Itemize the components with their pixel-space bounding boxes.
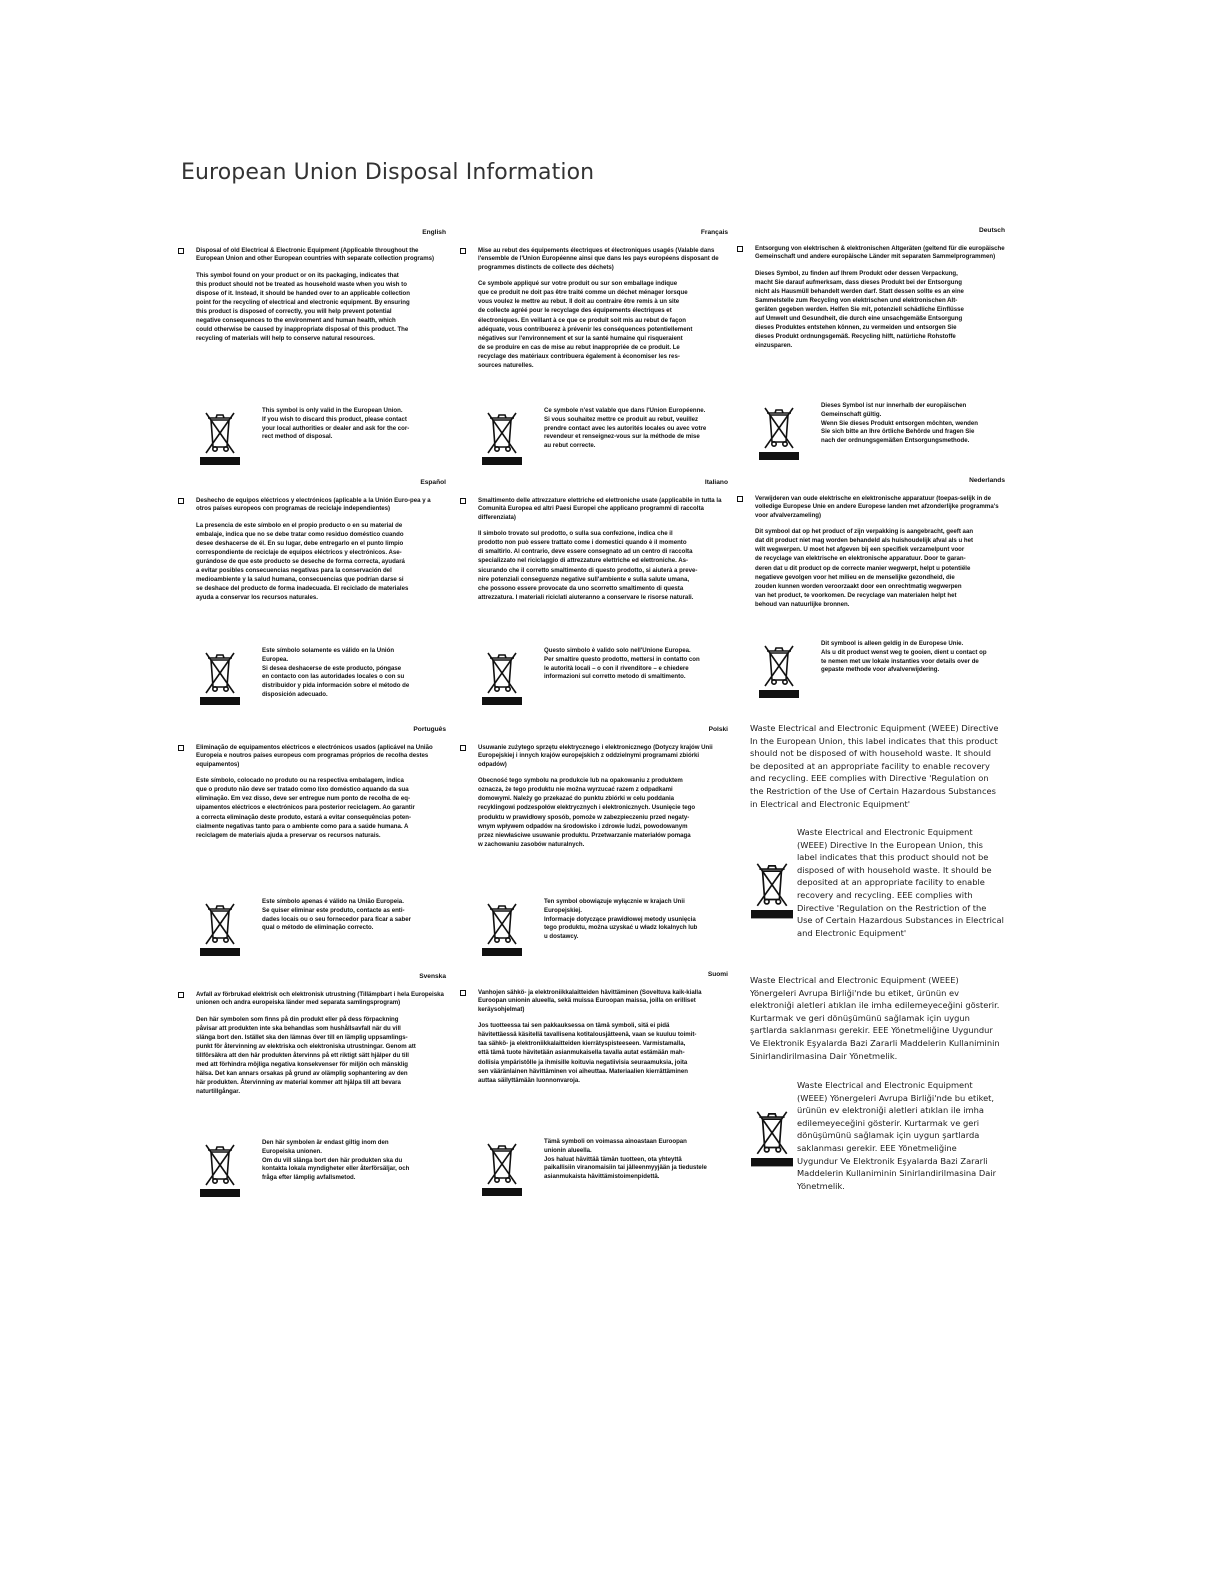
- weee-english-text: Waste Electrical and Electronic Equipment (WEEE) Directive In the European Union, this label indicates that this product should not be disposed of with household waste. It should be deposited at an appropriate facility to enable recovery and recycling. EEE complies with Directive 'Regulation on the Restriction of the Use of Certain Hazardous Substances in Electrical and Electronic Equipment': [750, 723, 999, 809]
- section-body: La presencia de este símbolo en el propio producto o en su material de embalaje, indica que no se debe tratar como residuo doméstico cuando desee deshacerse de él. En su lugar, debe entregarlo en el punto limpio correspondiente de reciclaje de equipos eléctricos y electrónicos. Ase- gurándose de que este producto se deseche de forma correcta, ayudará a evitar posibles consecuencias negativas para la conservación del medioambiente y la salud humana, consecuencias que podrían darse si se deshace del producto de forma inadecuada. El reciclado de materiales ayuda a conservar los recursos naturales.: [196, 521, 409, 602]
- section-heading: Deshecho de equipos eléctricos y electrónicos (aplicable a la Unión Euro-pea y a otros países europeos con programas de reciclaje independientes): [176, 497, 446, 514]
- section-english: [176, 229, 446, 441]
- language-label: Español: [420, 479, 446, 486]
- section-body: Dieses Symbol, zu finden auf Ihrem Produkt oder dessen Verpackung, macht Sie darauf aufmerksam, dass dieses Produkt bei der Entsorgung nicht als Hausmüll behandelt werden darf. Statt dessen sollte es an eine Sammelstelle zum Recycling von elektrischen und elektronischen Alt- geräten gegeben werden. Helfen Sie mit, potenziell schädliche Einflüsse auf Umwelt und Gesundheit, die durch eine unsachgemäße Entsorgung dieses Produktes entstehen können, zu vermeiden und entsorgen Sie dieses Produkt ordnungsgemäß. Recycling hilft, natürliche Rohstoffe einzusparen.: [755, 269, 964, 350]
- section-body: Ce symbole appliqué sur votre produit ou sur son emballage indique que ce produit ne doit pas être traité comme un déchet ménager lorsque vous voulez le mettre au rebut. Il doit au contraire être remis à un site de collecte agréé pour le recyclage des équipements électriques et électroniques. En veillant à ce que ce produit soit mis au rebut de façon adéquate, vous contribuerez à prévenir les conséquences potentiellement négatives sur l'environnement et sur la santé humaine qui risqueraient de se produire en cas de mise au rebut inappropriée de ce produit. Le recyclage des matériaux contribuera également à économiser les res- sources naturelles.: [478, 280, 693, 369]
- symbol-note: This symbol is only valid in the European Union. If you wish to discard this product, please contact your local authorities or dealer and ask for the cor- rect method of disposal.: [262, 407, 410, 441]
- checkbox-icon: [460, 990, 466, 996]
- symbol-note: Ten symbol obowiązuje wyłącznie w krajach Unii Europejskiej. Informacje dotyczące prawidłowej metody usunięcia tego produktu, można uzyskać u władz lokalnych lub u dostawcy.: [544, 898, 698, 941]
- crossed-out-bin-icon: [751, 1104, 793, 1170]
- language-label: Italiano: [704, 479, 728, 486]
- section-heading: Mise au rebut des équipements électriques et électroniques usagés (Valable dans l'ensemble de l'Union Européenne ainsi que dans les pays européens disposant de programmes distincts de collecte des déchets): [458, 247, 728, 272]
- symbol-note: Den här symbolen är endast giltig inom den Europeiska unionen. Om du vill slänga bort den här produkten ska du kontakta lokala myndigheter eller återförsäljar, och fråga efter lämplig avfallsmetod.: [262, 1139, 410, 1182]
- checkbox-icon: [178, 992, 184, 998]
- section-polski: [458, 726, 728, 941]
- language-label: Português: [413, 726, 446, 733]
- language-label: Nederlands: [969, 477, 1005, 484]
- crossed-out-bin-icon: [482, 1138, 522, 1198]
- section-francais: [458, 229, 728, 450]
- section-portugues: [176, 726, 446, 932]
- page-title: European Union Disposal Information: [181, 160, 595, 185]
- language-label: Deutsch: [978, 227, 1005, 234]
- crossed-out-bin-icon: [751, 856, 793, 922]
- language-label: English: [422, 229, 446, 236]
- crossed-out-bin-icon: [200, 898, 240, 958]
- section-suomi: [458, 971, 728, 1181]
- symbol-note: Este símbolo apenas é válido na União Europeia. Se quiser eliminar este produto, contacte as enti- dades locais ou o seu fornecedor para ficar a saber qual o método de eliminação correcto.: [262, 898, 412, 932]
- section-body: Dit symbool dat op het product of zijn verpakking is aangebracht, geeft aan dat dit product niet mag worden behandeld als huishoudelijk afval als u het wilt wegwerpen. U moet het afgeven bij een specifiek verzamelpunt voor de recyclage van elektrische en elektronische apparatuur. Door te garan- deren dat u dit product op de correcte manier wegwerpt, helpt u potentiële negatieve gevolgen voor het milieu en de menselijke gezondheid, die zouden kunnen worden veroorzaakt door een onrechtmatig wegwerpen van het product, te voorkomen. De recyclage van materialen helpt het behoud van natuurlijke bronnen.: [755, 528, 974, 608]
- checkbox-icon: [460, 498, 466, 504]
- section-heading: Smaltimento delle attrezzature elettriche ed elettroniche usate (applicabile in tutta la Comunità Europea ed altri Paesi Europei che applicano programmi di raccolta differenziata): [458, 497, 728, 522]
- crossed-out-bin-icon: [759, 402, 799, 462]
- symbol-note: Dit symbool is alleen geldig in de Europese Unie. Als u dit product wenst weg te gooien, dient u contact op te nemen met uw lokale instanties voor details over de gepaste methode voor afvalverwijdering.: [821, 640, 987, 674]
- symbol-note: Dieses Symbol ist nur innerhalb der europäischen Gemeinschaft gültig. Wenn Sie dieses Produkt entsorgen möchten, wenden Sie sich bitte an Ihre örtliche Behörde und fragen Sie nach der ordnungsgemäßen Entsorgungsmethode.: [821, 402, 979, 445]
- language-label: Svenska: [419, 973, 446, 980]
- section-heading: Vanhojen sähkö- ja elektroniikkalaitteiden hävittäminen (Soveltuva kaik-kialla Euroopan unionin alueella, sekä muissa Euroopan maissa, joilla on erilliset keräysohjelmat): [458, 989, 728, 1014]
- section-heading: Verwijderen van oude elektrische en elektronische apparatuur (toepas-selijk in de volledige Europese Unie en andere Europese landen met afzonderlijke programma's voor afvalverzameling): [735, 495, 1005, 520]
- section-heading: Avfall av förbrukad elektrisk och elektronisk utrustning (Tillämpbart i hela Europeiska unionen och andra europeiska länder med separata samlingsprogram): [176, 991, 446, 1008]
- symbol-note: Questo simbolo è valido solo nell'Unione Europea. Per smaltire questo prodotto, mettersi in contatto con le autorità locali – o con il rivenditore – e chiedere informazioni sul corretto metodo di smaltimento.: [544, 647, 700, 681]
- section-heading: Entsorgung von elektrischen & elektronischen Altgeräten (geltend für die europäische Gemeinschaft und andere europäische Länder mit separaten Sammelprogrammen): [735, 245, 1005, 262]
- crossed-out-bin-icon: [482, 647, 522, 707]
- weee-turkish-symbol-text: Waste Electrical and Electronic Equipment (WEEE) Yönergeleri Avrupa Birliği'nde bu etiket, ürünün ev elektroniği aletleri atıklan ile imha edilemeyeceğini gösterir. Kurtarmak ve geri dönüşümünü sağlamak için uygun şartlarda saklanması gerekir. EEE Yönetmeliğine Uygundur Ve Elektronik Eşyalarda Bazi Zararli Maddelerin Kullaniminin Sinirlandirilmasina Dair Yönetmelik.: [797, 1080, 997, 1191]
- crossed-out-bin-icon: [482, 898, 522, 958]
- section-body: Den här symbolen som finns på din produkt eller på dess förpackning påvisar att produkten inte ska behandlas som hushållsavfall när du vill slänga bort den. Istället ska den lämnas över till en lämplig uppsamlings- punkt för återvinning av elektriska och elektroniska utrustningar. Genom att tillförsäkra att den här produkten återvinns på ett riktigt sätt hjälper du till med att förhindra möjliga negativa konsekvenser för miljön och mänsklig hälsa. Det kan annars orsakas på grund av olämplig sophantering av den här produkten. Återvinning av material kommer att hjälpa till att bevara naturtillgångar.: [196, 1015, 416, 1096]
- symbol-note: Este símbolo solamente es válido en la Unión Europea. Si desea deshacerse de este producto, póngase en contacto con las autoridades locales o con su distribuidor y pida información sobre el método de disposición adecuado.: [262, 647, 410, 699]
- crossed-out-bin-icon: [482, 407, 522, 467]
- section-body: This symbol found on your product or on its packaging, indicates that this product should not be treated as household waste when you wish to dispose of it. Instead, it should be handed over to an applicable collection point for the recycling of electrical and electronic equipment. By ensuring this product is disposed of correctly, you will help prevent potential negative consequences to the environment and human health, which could otherwise be caused by inappropriate disposal of this product. The recycling of materials will help to conserve natural resources.: [196, 271, 410, 343]
- language-label: Polski: [708, 726, 728, 733]
- section-nederlands: [735, 477, 1005, 674]
- checkbox-icon: [460, 248, 466, 254]
- weee-turkish-text: Waste Electrical and Electronic Equipment (WEEE) Yönergeleri Avrupa Birliği'nde bu etiket, ürünün ev elektroniği aletleri atıklan ile imha edilemeyeceğini gösterir. Kurtarmak ve geri dönüşümünü sağlamak için uygun şartlarda saklanması gerekir. EEE Yönetmeliğine Uygundur Ve Elektronik Eşyalarda Bazi Zararli Maddelerin Kullaniminin Sinirlandirilmasina Dair Yönetmelik.: [750, 975, 1000, 1061]
- section-heading: Disposal of old Electrical & Electronic Equipment (Applicable throughout the European Union and other European countries with separate collection programs): [176, 247, 446, 264]
- section-deutsch: [735, 227, 1005, 445]
- section-espanol: [176, 479, 446, 699]
- checkbox-icon: [737, 246, 743, 252]
- checkbox-icon: [737, 496, 743, 502]
- crossed-out-bin-icon: [200, 1139, 240, 1199]
- language-label: Suomi: [707, 971, 728, 978]
- section-body: Este símbolo, colocado no produto ou na respectiva embalagem, indica que o produto não deve ser tratado como lixo doméstico aquando da sua eliminação. Em vez disso, deve ser entregue num ponto de recolha de eq- uipamentos eléctricos e electrónicos para posterior reciclagem. Ao garantir a correcta eliminação deste produto, estará a evitar consequências poten- cialmente negativas tanto para o ambiente como para a saúde humana. A reciclagem de materiais ajuda a preservar os recursos naturais.: [196, 777, 415, 839]
- crossed-out-bin-icon: [200, 407, 240, 467]
- symbol-note: Ce symbole n'est valable que dans l'Union Européenne. Si vous souhaitez mettre ce produit au rebut, veuillez prendre contact avec les autorités locales ou avec votre revendeur et renseignez-vous sur la méthode de mise au rebut correcte.: [544, 407, 707, 450]
- section-heading: Usuwanie zużytego sprzętu elektrycznego i elektronicznego (Dotyczy krajów Unii Europejskiej i innych krajów europejskich z oddzielnymi programami zbiórki odpadów): [458, 744, 728, 769]
- section-body: Jos tuotteessa tai sen pakkauksessa on tämä symboli, sitä ei pidä hävitettäessä käsitellä tavallisena kotitalousjätteenä, vaan se kuuluu toimit- taa sähkö- ja elektroniikkalaitteiden kierrätyspisteeseen. Varmistamalla, että tämä tuote hävitetään asianmukaisella tavalla autat estämään mah- dollisia ympäristölle ja ihmisille koituvia negatiivisia seuraamuksia, joita sen vääränlainen hävittäminen voi aiheuttaa. Materiaalien kierrättäminen auttaa säilyttämään luonnonvaroja.: [478, 1022, 697, 1084]
- section-italiano: [458, 479, 728, 681]
- language-label: Français: [700, 229, 728, 236]
- weee-english-symbol-text: Waste Electrical and Electronic Equipment (WEEE) Directive In the European Union, this label indicates that this product should not be disposed of with household waste. It should be deposited at an appropriate facility to enable recovery and recycling. EEE complies with Directive 'Regulation on the Restriction of the Use of Certain Hazardous Substances in Electrical and Electronic Equipment': [797, 827, 1004, 938]
- crossed-out-bin-icon: [759, 640, 799, 700]
- section-body: Obecność tego symbolu na produkcie lub na opakowaniu z produktem oznacza, że tego produktu nie można wyrzucać razem z odpadkami domowymi. Należy go przekazać do punktu zbiórki w celu poddania recyklingowi podzespołów elektrycznych i elektronicznych. Usunięcie tego produktu w prawidłowy sposób, pomoże w zabezpieczeniu przed negaty- wnym wpływem odpadów na środowisko i zdrowie ludzi, powodowanym przez niewłaściwe usuwanie produktu. Przetwarzanie materiałów pomaga w zachowaniu zasobów naturalnych.: [478, 777, 696, 848]
- checkbox-icon: [178, 745, 184, 751]
- checkbox-icon: [178, 248, 184, 254]
- checkbox-icon: [460, 745, 466, 751]
- checkbox-icon: [178, 498, 184, 504]
- section-svenska: [176, 973, 446, 1182]
- symbol-note: Tämä symboli on voimassa ainoastaan Euroopan unionin alueella. Jos haluat hävittää tämän tuotteen, ota yhteyttä paikallisiin viranomaisiin tai jälleenmyyjään ja tiedustele asianmukaista hävittämistoimenpidettä.: [544, 1138, 707, 1181]
- section-heading: Eliminação de equipamentos eléctricos e electrónicos usados (aplicável na União Europeia e noutros países europeus com programas próprios de recolha destes equipamentos): [176, 744, 446, 769]
- section-body: Il simbolo trovato sul prodotto, o sulla sua confezione, indica che il prodotto non può essere trattato come i domestici quando è il momento di smaltirlo. Al contrario, deve essere consegnato ad un centro di raccolta specializzato nel riciclaggio di attrezzature elettriche ed elettroniche. As- sicurando che il corretto smaltimento di questo prodotto, si aiuterà a preve- nire potenziali conseguenze negative sull'ambiente e sulla salute umana, che possono essere provocate da uno scorretto smaltimento di questa attrezzatura. I materiali riciclati aiuteranno a conservare le risorse naturali.: [478, 530, 698, 601]
- crossed-out-bin-icon: [200, 647, 240, 707]
